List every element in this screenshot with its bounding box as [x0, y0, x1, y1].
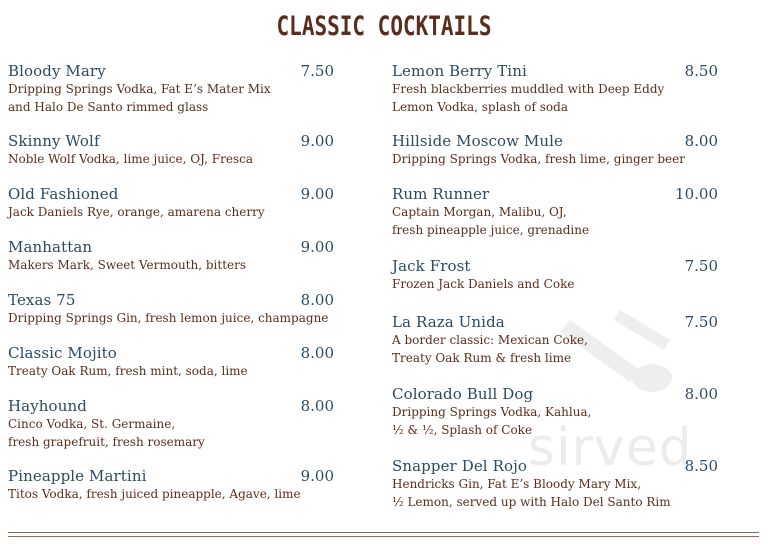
- menu-item: [8, 397, 334, 451]
- item-description: Noble Wolf Vodka, lime juice, OJ, Fresca: [8, 152, 254, 166]
- item-name: Rum Runner: [392, 185, 490, 203]
- menu-item: [8, 291, 334, 327]
- item-description: Fresh blackberries muddled with Deep Eddy: [392, 82, 665, 96]
- menu-item: [8, 132, 334, 168]
- menu-item: [392, 385, 718, 439]
- item-description: Cinco Vodka, St. Germaine,: [8, 417, 176, 431]
- item-price: 8.00: [300, 344, 334, 362]
- menu-item: [392, 257, 718, 293]
- item-description: Dripping Springs Vodka, Fat E’s Mater Mix: [8, 82, 271, 96]
- menu-item: [392, 457, 718, 511]
- item-name: Texas 75: [8, 291, 76, 309]
- item-price: 8.00: [684, 132, 718, 150]
- item-description: Frozen Jack Daniels and Coke: [392, 277, 575, 291]
- item-name: Jack Frost: [392, 257, 471, 275]
- item-description: Captain Morgan, Malibu, OJ,: [392, 205, 567, 219]
- menu-item: [8, 238, 334, 274]
- sirved-watermark: sirved: [528, 418, 693, 478]
- item-name: Colorado Bull Dog: [392, 385, 534, 403]
- item-name: Pineapple Martini: [8, 467, 147, 485]
- divider-line: [8, 532, 759, 533]
- item-price: 9.00: [300, 467, 334, 485]
- item-price: 8.00: [684, 385, 718, 403]
- item-description: ½ Lemon, served up with Halo Del Santo Rim: [392, 495, 671, 509]
- item-description: Dripping Springs Vodka, fresh lime, ginger beer: [392, 152, 685, 166]
- menu-item: [8, 185, 334, 221]
- item-description: Makers Mark, Sweet Vermouth, bitters: [8, 258, 247, 272]
- menu-item: [392, 62, 718, 116]
- item-name: Hayhound: [8, 397, 87, 415]
- item-price: 8.00: [300, 397, 334, 415]
- item-name: Lemon Berry Tini: [392, 62, 527, 80]
- menu-item: [8, 62, 334, 116]
- item-name: Bloody Mary: [8, 62, 106, 80]
- menu-item: [392, 185, 718, 239]
- item-price: 10.00: [675, 185, 718, 203]
- item-name: Manhattan: [8, 238, 93, 256]
- menu-item: [392, 132, 718, 168]
- item-price: 9.00: [300, 185, 334, 203]
- item-price: 7.50: [300, 62, 334, 80]
- item-description: fresh pineapple juice, grenadine: [392, 223, 590, 237]
- item-description: Titos Vodka, fresh juiced pineapple, Agave, lime: [8, 487, 301, 501]
- divider-line: [8, 536, 759, 537]
- menu-item: [392, 313, 718, 367]
- item-price: 8.50: [684, 62, 718, 80]
- item-name: Skinny Wolf: [8, 132, 100, 150]
- item-name: La Raza Unida: [392, 313, 505, 331]
- menu-item: [8, 467, 334, 503]
- item-name: Old Fashioned: [8, 185, 119, 203]
- item-price: 9.00: [300, 132, 334, 150]
- item-description: Treaty Oak Rum & fresh lime: [392, 351, 572, 365]
- item-name: Classic Mojito: [8, 344, 117, 362]
- item-description: Lemon Vodka, splash of soda: [392, 100, 568, 114]
- item-description: A border classic: Mexican Coke,: [392, 333, 588, 347]
- item-price: 9.00: [300, 238, 334, 256]
- item-description: and Halo De Santo rimmed glass: [8, 100, 209, 114]
- item-description: fresh grapefruit, fresh rosemary: [8, 435, 205, 449]
- menu-item: [8, 344, 334, 380]
- item-description: ½ & ½, Splash of Coke: [392, 423, 533, 437]
- item-price: 7.50: [684, 257, 718, 275]
- item-price: 8.00: [300, 291, 334, 309]
- item-description: Dripping Springs Gin, fresh lemon juice, champagne: [8, 311, 329, 325]
- item-name: Hillside Moscow Mule: [392, 132, 564, 150]
- menu-title: CLASSIC COCKTAILS: [276, 11, 492, 41]
- item-description: Hendricks Gin, Fat E’s Bloody Mary Mix,: [392, 477, 642, 491]
- item-price: 7.50: [684, 313, 718, 331]
- item-name: Snapper Del Rojo: [392, 457, 527, 475]
- item-description: Treaty Oak Rum, fresh mint, soda, lime: [8, 364, 248, 378]
- item-description: Dripping Springs Vodka, Kahlua,: [392, 405, 592, 419]
- item-price: 8.50: [684, 457, 718, 475]
- item-description: Jack Daniels Rye, orange, amarena cherry: [8, 205, 265, 219]
